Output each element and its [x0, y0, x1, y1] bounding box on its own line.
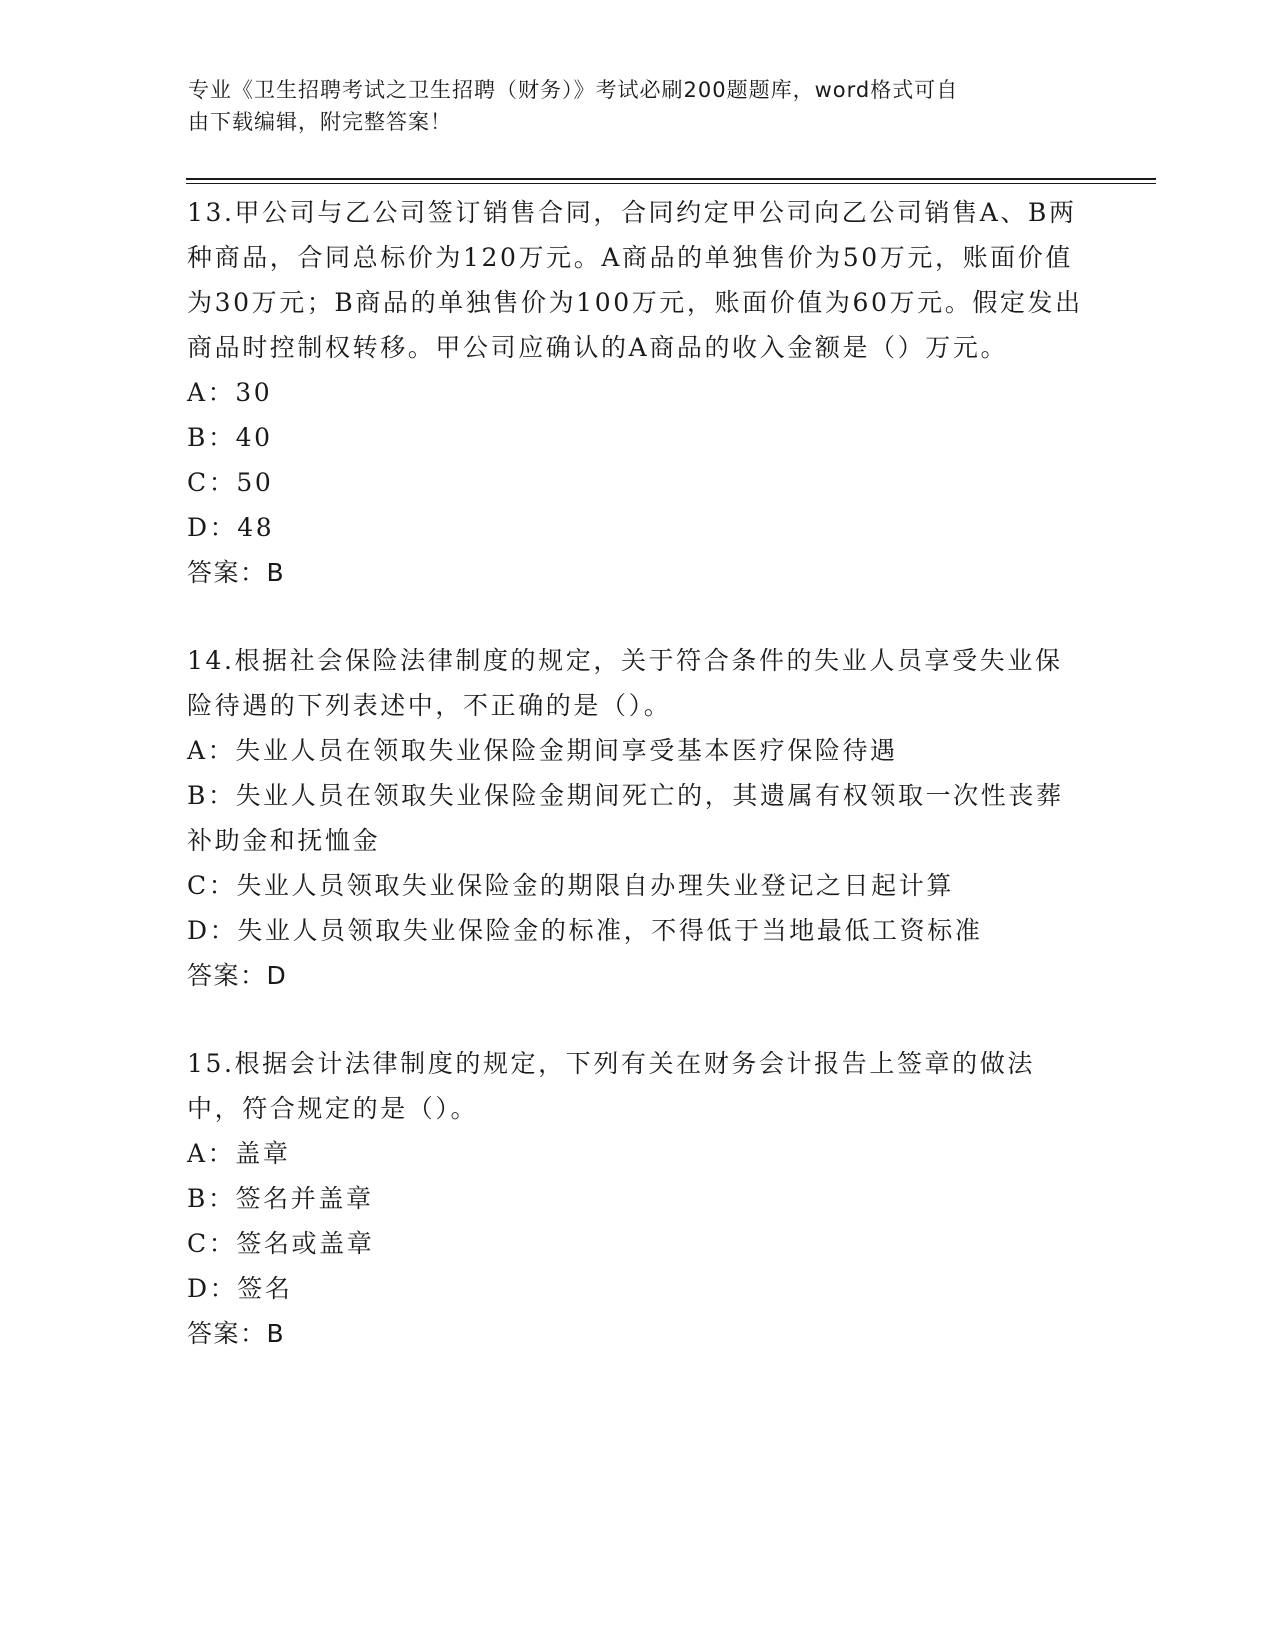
question-stem: 15.根据会计法律制度的规定，下列有关在财务会计报告上签章的做法中，符合规定的是（）。 — [187, 1049, 1035, 1123]
option-b: B：40 — [187, 423, 273, 452]
header-line-1: 专业《卫生招聘考试之卫生招聘（财务）》考试必刷200题题库，word格式可自 — [188, 78, 959, 102]
option-c: C：失业人员领取失业保险金的期限自办理失业登记之日起计算 — [187, 871, 954, 900]
option-d: D：失业人员领取失业保险金的标准，不得低于当地最低工资标准 — [187, 916, 983, 945]
option-a: A：盖章 — [187, 1139, 291, 1168]
question-stem: 14.根据社会保险法律制度的规定，关于符合条件的失业人员享受失业保险待遇的下列表述中，不正确的是（）。 — [187, 646, 1063, 720]
page-header — [188, 74, 1068, 138]
question-14 — [187, 638, 1087, 998]
question-15 — [187, 1041, 1087, 1356]
option-b: B：签名并盖章 — [187, 1184, 374, 1213]
option-c: C：签名或盖章 — [187, 1229, 375, 1258]
answer: 答案：D — [187, 961, 288, 990]
question-13 — [187, 190, 1087, 595]
option-d: D：48 — [187, 513, 275, 542]
option-c: C：50 — [187, 468, 274, 497]
answer: 答案：B — [187, 558, 286, 587]
header-divider — [186, 178, 1156, 184]
question-stem: 13.甲公司与乙公司签订销售合同，合同约定甲公司向乙公司销售A、B两种商品，合同总标价为120万元。A商品的单独售价为50万元，账面价值为30万元；B商品的单独售价为100万元，账面价值为60万元。假定发出商品时控制权转移。甲公司应确认的A商品的收入金额是（）万元。 — [187, 198, 1083, 362]
header-line-2: 由下载编辑，附完整答案！ — [188, 110, 452, 134]
option-b: B：失业人员在领取失业保险金期间死亡的，其遗属有权领取一次性丧葬补助金和抚恤金 — [187, 781, 1064, 855]
option-d: D：签名 — [187, 1274, 293, 1303]
question-list — [187, 190, 1087, 1399]
answer: 答案：B — [187, 1319, 286, 1348]
option-a: A：失业人员在领取失业保险金期间享受基本医疗保险待遇 — [187, 736, 898, 765]
option-a: A：30 — [187, 378, 273, 407]
